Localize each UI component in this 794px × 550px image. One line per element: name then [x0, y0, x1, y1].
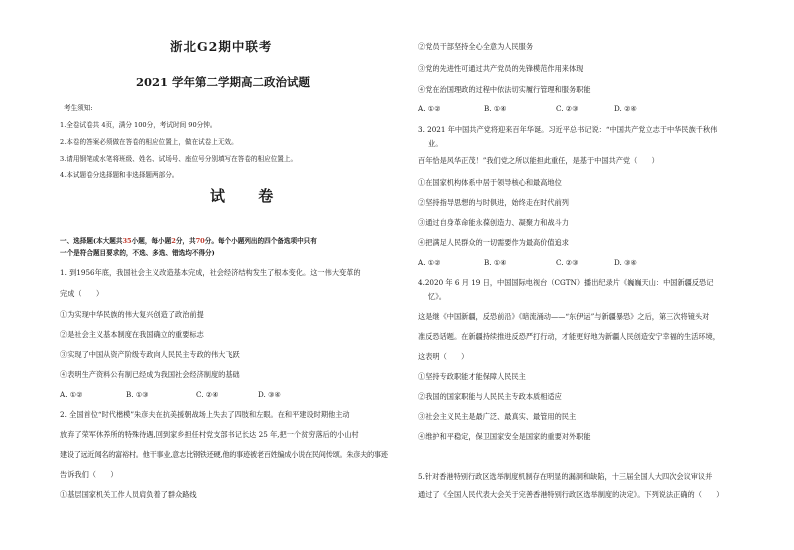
question-1: 1. 到1956年底，我国社会主义改造基本完成，社会经济结构发生了根本变化。这一伟大变革的: [60, 268, 361, 277]
exam-org: 浙北G2期中联考: [170, 39, 273, 54]
choice-d: D. ②④: [614, 104, 637, 113]
option-line: ②党员干部坚持全心全意为人民服务: [418, 42, 534, 51]
question-text: 准反恐话题。在新疆持续推进反恐严打行动，才能更好地为新疆人民创造安宁幸福的生活环境，: [418, 332, 720, 341]
choice-b: B. ①④: [484, 104, 507, 113]
option-line: ①坚持专政职能才能保障人民民主: [418, 372, 526, 381]
paper-title: 试 卷: [210, 187, 288, 205]
option-line: ④把满足人民群众的一切需要作为最高价值追求: [418, 238, 569, 247]
question-text: 通过了《全国人民代表大会关于完善香港特别行政区选举制度的决定》。下列说法正确的（ ）: [418, 490, 724, 499]
choice-a: A. ①②: [418, 258, 441, 267]
question-4: 4.2020 年 6 月 19 日，中国国际电视台（CGTN）播出纪录片《巍巍天山：中国新疆反恐记: [418, 278, 714, 287]
question-text: 百年恰是风华正茂！”我们党之所以能担此重任，是基于中国共产党（ ）: [418, 156, 659, 165]
section-intro: [60, 236, 317, 246]
option-line: ①在国家机构体系中居于领导核心和最高地位: [418, 178, 562, 187]
section-intro-text: (本大题共: [92, 237, 123, 245]
option-line: ③党的先进性可通过共产党员的先锋模范作用来体现: [418, 64, 584, 73]
option-line: ①为实现中华民族的伟大复兴创造了政治前提: [60, 310, 204, 319]
notice-item: 3.请用钢笔或水笔将班级、姓名、试场号、座位号分别填写在答卷的相应位置上。: [60, 155, 298, 163]
option-line: ③社会主义民主是最广泛、最真实、最管用的民主: [418, 412, 577, 421]
notice-item: 2.本卷的答案必须做在答卷的相应位置上，做在试卷上无效。: [60, 138, 238, 146]
question-3: 3. 2021 年中国共产党将迎来百年华诞。习近平总书记说：“中国共产党立志于中华民族千秋伟: [418, 125, 718, 134]
choice-c: C. ②③: [556, 104, 579, 113]
question-text: 告诉我们（ ）: [60, 470, 118, 479]
notice-item: 1.全卷试卷共 4页，满分 100分，考试时间 90分钟。: [60, 121, 217, 129]
option-line: ③通过自身革命能永葆创造力、凝聚力和战斗力: [418, 218, 569, 227]
question-5: 5.针对香港特别行政区选举制度机制存在明显的漏洞和缺陷，十三届全国人大四次会议审议并: [418, 472, 713, 481]
choice-b: B. ①③: [126, 390, 149, 399]
question-2: 2. 全国首位“时代楷模”朱彦夫在抗美援朝战场上失去了四肢和左眼。在和平建设时期他主动: [60, 410, 350, 419]
question-text: 完成（ ）: [60, 289, 104, 298]
section-intro-line2: 一个是符合题目要求的，不选、多选、错选均不得分): [60, 249, 215, 257]
notice-item: 4.本试题卷分选择题和非选择题两部分。: [60, 171, 179, 179]
question-text: 这表明（ ）: [418, 352, 469, 361]
choice-c: C. ②③: [556, 258, 579, 267]
choice-a: A. ①②: [60, 390, 83, 399]
exam-title: 2021 学年第二学期高二政治试题: [136, 75, 311, 89]
option-line: ②坚持指导思想的与时俱进，始终走在时代前列: [418, 198, 569, 207]
question-text: 建设了远近闻名的富裕村。他干事业,意志比钢铁还硬,他的事迹被老百姓编成小说在民间传颂。朱彦夫的事迹: [60, 450, 388, 459]
option-line: ①基层国家机关工作人员肩负着了群众路线: [60, 490, 197, 499]
option-line: ③实现了中国从资产阶级专政向人民民主专政的伟大飞跃: [60, 350, 240, 359]
points-each: 2: [171, 237, 176, 245]
option-line: ④维护和平稳定，保卫国家安全是国家的重要对外职能: [418, 432, 591, 441]
option-line: ②是社会主义基本制度在我国确立的重要标志: [60, 330, 204, 339]
question-text: 放弃了荣军休养所的特殊待遇,回到家乡担任村党支部书记长达 25 年,把一个贫穷落后的小山村: [60, 430, 359, 439]
question-text: 这是继《中国新疆，反恐前沿》《暗流涌动——“东伊运”与新疆暴恐》之后，第三次将镜头对: [418, 312, 710, 321]
choice-d: D. ③④: [614, 258, 637, 267]
notice-heading: 考生须知:: [64, 104, 93, 112]
question-text: 业。: [428, 139, 443, 148]
option-line: ④表明生产资料公有制已经成为我国社会经济制度的基础: [60, 370, 240, 379]
points-total: 70: [195, 237, 205, 245]
section-label: 一、选择题: [60, 237, 93, 245]
question-count: 35: [122, 237, 132, 245]
choice-b: B. ①④: [484, 258, 507, 267]
choice-c: C. ②④: [196, 390, 219, 399]
choice-a: A. ①②: [418, 104, 441, 113]
option-line: ②我国的国家职能与人民民主专政本质相适应: [418, 392, 562, 401]
section-intro-text: 小题，每小题: [131, 237, 172, 245]
section-intro-text: 分。每个小题列出的四个备选项中只有: [204, 237, 317, 245]
option-line: ④党在治国理政的过程中依法切实履行管理和服务职能: [418, 85, 591, 94]
choice-d: D. ③④: [258, 390, 281, 399]
section-intro-text: 分，共: [175, 237, 196, 245]
question-text: 忆》。: [428, 292, 446, 301]
